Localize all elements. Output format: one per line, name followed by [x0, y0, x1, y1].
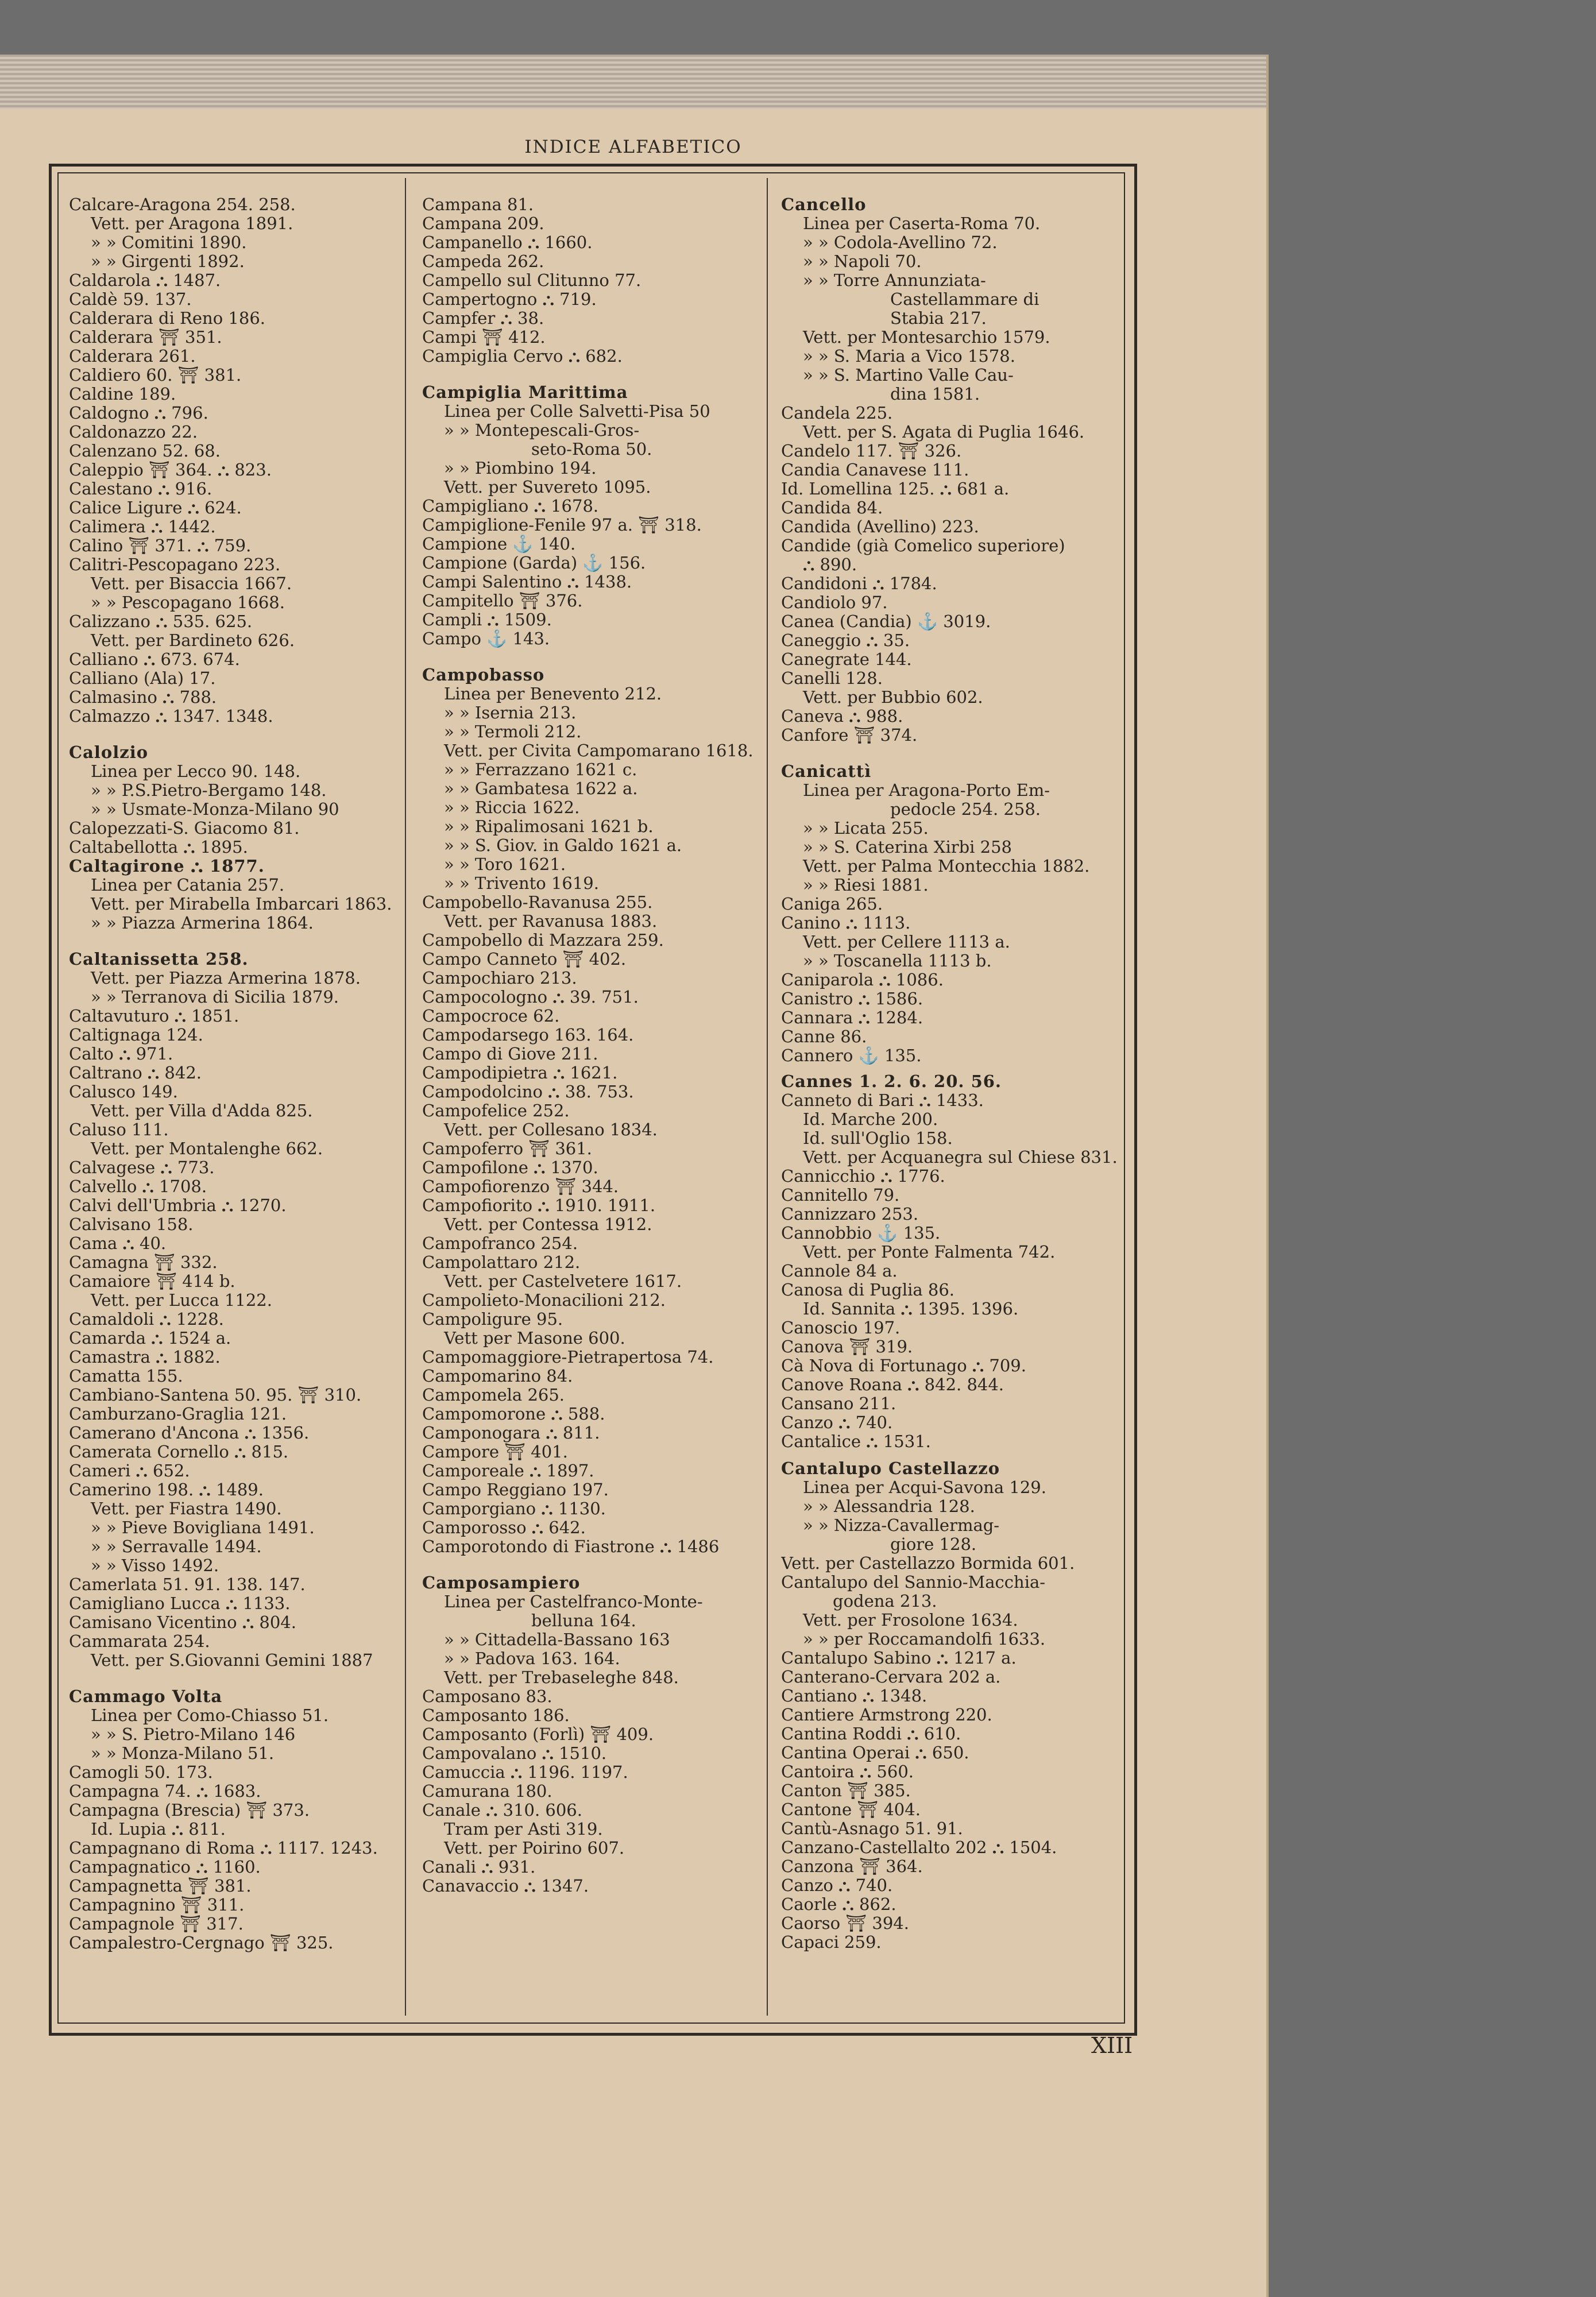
- index-entry: » » Ripalimosani 1621 b.: [444, 817, 654, 836]
- index-entry: Candelo 117. ⛩ 326.: [781, 442, 962, 461]
- index-entry: Caneva ⛬ 988.: [781, 707, 903, 726]
- index-entry: » » Visso 1492.: [91, 1556, 219, 1575]
- index-entry: Cantoira ⛬ 560.: [781, 1762, 914, 1781]
- index-entry: Cameri ⛬ 652.: [69, 1461, 190, 1480]
- index-entry: Campobello di Mazzara 259.: [422, 931, 664, 950]
- index-entry: Candidoni ⛬ 1784.: [781, 574, 937, 593]
- index-entry: ⛬ 890.: [803, 555, 857, 574]
- index-entry: Campodarsego 163. 164.: [422, 1026, 634, 1045]
- index-entry: Canzano-Castellalto 202 ⛬ 1504.: [781, 1838, 1057, 1857]
- index-entry: Campagnole ⛩ 317.: [69, 1915, 244, 1933]
- index-entry: Canzona ⛩ 364.: [781, 1857, 923, 1876]
- index-entry: Campofranco 254.: [422, 1234, 578, 1253]
- index-entry: Linea per Acqui-Savona 129.: [803, 1478, 1046, 1497]
- index-entry: Vett. per Bisaccia 1667.: [91, 574, 292, 593]
- index-entry: Cantalupo Sabino ⛬ 1217 a.: [781, 1649, 1017, 1668]
- index-entry: » » Pieve Bovigliana 1491.: [91, 1518, 315, 1537]
- index-entry: Campi ⛩ 412.: [422, 328, 546, 347]
- index-entry: Id. sull'Oglio 158.: [803, 1129, 953, 1148]
- index-heading: Campobasso: [422, 666, 545, 685]
- index-entry: Cannicchio ⛬ 1776.: [781, 1167, 945, 1186]
- index-entry: Cama ⛬ 40.: [69, 1234, 167, 1253]
- index-entry: Canali ⛬ 931.: [422, 1858, 536, 1877]
- index-entry: » » Riccia 1622.: [444, 798, 580, 817]
- index-entry: Cantiano ⛬ 1348.: [781, 1687, 928, 1706]
- index-entry: » » Toscanella 1113 b.: [803, 952, 992, 970]
- index-entry: Campalestro-Cergnago ⛩ 325.: [69, 1933, 334, 1952]
- index-entry: Id. Marche 200.: [803, 1110, 938, 1129]
- index-entry: » » S. Maria a Vico 1578.: [803, 347, 1015, 366]
- index-entry: Vett. per Suvereto 1095.: [444, 478, 651, 497]
- index-entry: Vett. per Contessa 1912.: [444, 1215, 652, 1234]
- index-entry: Vett. per Mirabella Imbarcari 1863.: [91, 895, 392, 914]
- index-heading: Calolzio: [69, 743, 149, 762]
- index-heading: Canicattì: [781, 762, 872, 781]
- index-entry: Calmazzo ⛬ 1347. 1348.: [69, 707, 273, 726]
- index-entry: » » Cittadella-Bassano 163: [444, 1630, 670, 1649]
- index-entry: Id. Lomellina 125. ⛬ 681 a.: [781, 479, 1010, 498]
- index-entry: Campagna (Brescia) ⛩ 373.: [69, 1801, 310, 1820]
- index-entry: belluna 164.: [531, 1611, 636, 1630]
- index-entry: Camporosso ⛬ 642.: [422, 1518, 586, 1537]
- index-heading: Camposampiero: [422, 1573, 581, 1592]
- index-entry: Caltavuturo ⛬ 1851.: [69, 1007, 239, 1026]
- index-entry: Calliano ⛬ 673. 674.: [69, 650, 240, 669]
- index-entry: Vett. per Castellazzo Bormida 601.: [781, 1554, 1075, 1573]
- index-entry: Camporotondo di Fiastrone ⛬ 1486: [422, 1537, 720, 1556]
- index-entry: Campodipietra ⛬ 1621.: [422, 1064, 618, 1082]
- index-entry: Castellammare di: [890, 290, 1039, 309]
- index-entry: Cantalice ⛬ 1531.: [781, 1432, 931, 1451]
- index-entry: Linea per Catania 257.: [91, 876, 285, 895]
- index-entry: Cantina Roddi ⛬ 610.: [781, 1724, 961, 1743]
- index-entry: Vett. per Ponte Falmenta 742.: [803, 1243, 1056, 1262]
- index-entry: Camuccia ⛬ 1196. 1197.: [422, 1763, 628, 1782]
- index-entry: Campione (Garda) ⚓ 156.: [422, 554, 646, 573]
- index-entry: seto-Roma 50.: [531, 440, 652, 459]
- index-entry: Canoscio 197.: [781, 1318, 901, 1337]
- index-entry: » » S. Caterina Xirbi 258: [803, 838, 1013, 857]
- index-entry: Vett. per Palma Montecchia 1882.: [803, 857, 1090, 876]
- index-entry: Cannitello 79.: [781, 1186, 900, 1205]
- index-column-2: [422, 195, 764, 1896]
- index-entry: Canzo ⛬ 740.: [781, 1413, 893, 1432]
- index-entry: Calitri-Pescopagano 223.: [69, 555, 281, 574]
- index-entry: Candela 225.: [781, 404, 893, 423]
- index-heading: Cancello: [781, 195, 867, 214]
- index-entry: Calvi dell'Umbria ⛬ 1270.: [69, 1196, 287, 1215]
- index-entry: Linea per Lecco 90. 148.: [91, 762, 301, 781]
- index-entry: Calestano ⛬ 916.: [69, 479, 212, 498]
- index-entry: Linea per Castelfranco-Monte-: [444, 1592, 703, 1611]
- index-entry: » » Monza-Milano 51.: [91, 1744, 275, 1763]
- index-entry: Id. Sannita ⛬ 1395. 1396.: [803, 1300, 1019, 1318]
- index-entry: Calusco 149.: [69, 1082, 178, 1101]
- index-entry: Campocroce 62.: [422, 1007, 560, 1026]
- index-entry: Campigliano ⛬ 1678.: [422, 497, 599, 516]
- index-entry: » » Piombino 194.: [444, 459, 597, 478]
- index-entry: Candiolo 97.: [781, 593, 888, 612]
- index-entry: Canterano-Cervara 202 a.: [781, 1668, 1001, 1687]
- column-divider-1: [405, 178, 406, 2016]
- index-entry: Campovalano ⛬ 1510.: [422, 1744, 607, 1763]
- index-entry: Cannero ⚓ 135.: [781, 1046, 922, 1065]
- index-entry: Canneto di Bari ⛬ 1433.: [781, 1091, 984, 1110]
- index-entry: Vett. per Montesarchio 1579.: [803, 328, 1050, 347]
- index-entry: Canino ⛬ 1113.: [781, 914, 911, 933]
- index-entry: Linea per Benevento 212.: [444, 685, 662, 703]
- index-entry: Campo ⚓ 143.: [422, 629, 550, 648]
- index-entry: Candide (già Comelico superiore): [781, 536, 1065, 555]
- index-entry: » » Gambatesa 1622 a.: [444, 779, 638, 798]
- index-entry: Campana 209.: [422, 214, 544, 233]
- index-entry: » » per Roccamandolfi 1633.: [803, 1630, 1046, 1649]
- index-entry: Camaiore ⛩ 414 b.: [69, 1272, 235, 1291]
- index-entry: Camastra ⛬ 1882.: [69, 1348, 221, 1367]
- index-entry: Vett. per Frosolone 1634.: [803, 1611, 1018, 1630]
- index-entry: » » Licata 255.: [803, 819, 929, 838]
- index-heading: Cammago Volta: [69, 1687, 223, 1706]
- index-entry: Caltignaga 124.: [69, 1026, 203, 1045]
- index-entry: » » P.S.Pietro-Bergamo 148.: [91, 781, 327, 800]
- index-entry: Campocologno ⛬ 39. 751.: [422, 988, 639, 1007]
- index-entry: Vett. per S. Agata di Puglia 1646.: [803, 423, 1085, 442]
- index-entry: Vett. per Poirino 607.: [444, 1839, 625, 1858]
- index-entry: Canale ⛬ 310. 606.: [422, 1801, 582, 1820]
- index-entry: » » Serravalle 1494.: [91, 1537, 262, 1556]
- index-entry: Campomaggiore-Pietrapertosa 74.: [422, 1348, 714, 1367]
- index-entry: Caniparola ⛬ 1086.: [781, 970, 944, 989]
- index-entry: Calopezzati-S. Giacomo 81.: [69, 819, 300, 838]
- index-entry: Canove Roana ⛬ 842. 844.: [781, 1375, 1004, 1394]
- index-entry: Vett. per Trebaseleghe 848.: [444, 1668, 679, 1687]
- index-entry: » » S. Pietro-Milano 146: [91, 1725, 296, 1744]
- page-header: INDICE ALFABETICO: [524, 137, 742, 157]
- index-entry: Campo Canneto ⛩ 402.: [422, 950, 627, 969]
- index-entry: Calliano (Ala) 17.: [69, 669, 216, 688]
- index-entry: Camerata Cornello ⛬ 815.: [69, 1443, 289, 1461]
- index-entry: Caniga 265.: [781, 895, 883, 914]
- index-column-3: [781, 195, 1120, 1952]
- index-entry: Cantù-Asnago 51. 91.: [781, 1819, 963, 1838]
- index-entry: Calderara di Reno 186.: [69, 309, 265, 328]
- index-entry: Vett. per Bardineto 626.: [91, 631, 295, 650]
- index-heading: Caltanissetta 258.: [69, 950, 249, 969]
- index-entry: Candida (Avellino) 223.: [781, 517, 979, 536]
- index-entry: Campeda 262.: [422, 252, 544, 271]
- index-entry: Campomarino 84.: [422, 1367, 573, 1386]
- index-entry: » » Piazza Armerina 1864.: [91, 914, 314, 933]
- index-entry: Cambiano-Santena 50. 95. ⛩ 310.: [69, 1386, 362, 1405]
- index-entry: » » Alessandria 128.: [803, 1497, 975, 1516]
- index-entry: Calice Ligure ⛬ 624.: [69, 498, 242, 517]
- index-entry: Calvello ⛬ 1708.: [69, 1177, 207, 1196]
- index-entry: Camposanto 186.: [422, 1706, 570, 1725]
- index-entry: Calino ⛩ 371. ⛬ 759.: [69, 536, 252, 555]
- index-entry: » » Terranova di Sicilia 1879.: [91, 988, 339, 1007]
- index-entry: Cammarata 254.: [69, 1632, 210, 1651]
- index-entry: dina 1581.: [890, 385, 980, 404]
- index-entry: Vett. per Villa d'Adda 825.: [91, 1101, 313, 1120]
- index-entry: Cantalupo del Sannio-Macchia-: [781, 1573, 1046, 1592]
- index-entry: Camponogara ⛬ 811.: [422, 1424, 600, 1443]
- index-entry: Canne 86.: [781, 1027, 867, 1046]
- index-entry: Calcare-Aragona 254. 258.: [69, 195, 296, 214]
- index-entry: Campolieto-Monacilioni 212.: [422, 1291, 666, 1310]
- index-entry: Calderara 261.: [69, 347, 196, 366]
- index-entry: Campochiaro 213.: [422, 969, 577, 988]
- index-entry: Linea per Caserta-Roma 70.: [803, 214, 1041, 233]
- index-entry: Vett. per Collesano 1834.: [444, 1120, 658, 1139]
- index-entry: Vett. per Bubbio 602.: [803, 688, 983, 707]
- index-entry: Campagnetta ⛩ 381.: [69, 1877, 252, 1896]
- index-entry: » » Termoli 212.: [444, 722, 582, 741]
- index-entry: Capaci 259.: [781, 1933, 882, 1952]
- index-entry: Vett. per Fiastra 1490.: [91, 1499, 282, 1518]
- index-entry: Camaldoli ⛬ 1228.: [69, 1310, 224, 1329]
- index-entry: » » Isernia 213.: [444, 703, 577, 722]
- index-entry: Caleppio ⛩ 364. ⛬ 823.: [69, 461, 272, 479]
- index-entry: » » Napoli 70.: [803, 252, 922, 271]
- index-entry: Campfer ⛬ 38.: [422, 309, 544, 328]
- index-entry: Vett. per Lucca 1122.: [91, 1291, 272, 1310]
- index-entry: Vett. per S.Giovanni Gemini 1887: [91, 1651, 373, 1670]
- index-entry: Caldè 59. 137.: [69, 290, 192, 309]
- index-entry: Calto ⛬ 971.: [69, 1045, 173, 1064]
- index-entry: Caluso 111.: [69, 1120, 169, 1139]
- index-entry: giore 128.: [890, 1535, 977, 1554]
- index-entry: » » Torre Annunziata-: [803, 271, 986, 290]
- index-entry: Campomela 265.: [422, 1386, 565, 1405]
- index-entry: Campodolcino ⛬ 38. 753.: [422, 1082, 634, 1101]
- index-entry: Canzo ⛬ 740.: [781, 1876, 893, 1895]
- index-entry: Vett. per Piazza Armerina 1878.: [91, 969, 361, 988]
- index-entry: » » Toro 1621.: [444, 855, 566, 874]
- index-entry: Canova ⛩ 319.: [781, 1337, 913, 1356]
- index-entry: Cannole 84 a.: [781, 1262, 898, 1281]
- index-entry: Tram per Asti 319.: [444, 1820, 603, 1839]
- index-entry: Calderara ⛩ 351.: [69, 328, 222, 347]
- index-entry: Canavaccio ⛬ 1347.: [422, 1877, 589, 1896]
- index-entry: Caltabellotta ⛬ 1895.: [69, 838, 248, 857]
- index-entry: » » Nizza-Cavallermag-: [803, 1516, 1000, 1535]
- index-entry: Canea (Candia) ⚓ 3019.: [781, 612, 991, 631]
- index-entry: Caltrano ⛬ 842.: [69, 1064, 202, 1082]
- index-entry: Calvagese ⛬ 773.: [69, 1158, 215, 1177]
- index-entry: Camburzano-Graglia 121.: [69, 1405, 287, 1424]
- index-entry: Camerlata 51. 91. 138. 147.: [69, 1575, 306, 1594]
- index-entry: Camerino 198. ⛬ 1489.: [69, 1480, 264, 1499]
- index-entry: » » Pescopagano 1668.: [91, 593, 285, 612]
- index-entry: » » S. Giov. in Galdo 1621 a.: [444, 836, 682, 855]
- index-entry: Campitello ⛩ 376.: [422, 591, 583, 610]
- index-entry: » » Riesi 1881.: [803, 876, 929, 895]
- index-entry: Camporeale ⛬ 1897.: [422, 1461, 594, 1480]
- index-entry: Campi Salentino ⛬ 1438.: [422, 573, 632, 591]
- index-entry: Caldonazzo 22.: [69, 423, 198, 442]
- index-entry: Camposano 83.: [422, 1687, 552, 1706]
- index-entry: Linea per Colle Salvetti-Pisa 50: [444, 402, 710, 421]
- index-entry: Canistro ⛬ 1586.: [781, 989, 923, 1008]
- index-entry: Vett. per Ravanusa 1883.: [444, 912, 658, 931]
- index-entry: Canelli 128.: [781, 669, 883, 688]
- index-entry: Calenzano 52. 68.: [69, 442, 221, 461]
- index-entry: » » Padova 163. 164.: [444, 1649, 620, 1668]
- index-heading: Cannes 1. 2. 6. 20. 56.: [781, 1072, 1002, 1091]
- index-entry: Campiglione-Fenile 97 a. ⛩ 318.: [422, 516, 702, 535]
- index-entry: » » Montepescali-Gros-: [444, 421, 640, 440]
- index-entry: » » Trivento 1619.: [444, 874, 599, 893]
- index-entry: Camporgiano ⛬ 1130.: [422, 1499, 606, 1518]
- index-entry: Campli ⛬ 1509.: [422, 610, 552, 629]
- index-entry: » » Ferrazzano 1621 c.: [444, 760, 637, 779]
- index-entry: » » Usmate-Monza-Milano 90: [91, 800, 339, 819]
- index-entry: Camatta 155.: [69, 1367, 183, 1386]
- index-entry: » » Comitini 1890.: [91, 233, 247, 252]
- index-entry: Camurana 180.: [422, 1782, 552, 1801]
- index-heading: Campiglia Marittima: [422, 383, 628, 402]
- index-entry: Canegrate 144.: [781, 650, 912, 669]
- index-entry: godena 213.: [833, 1592, 937, 1611]
- index-entry: Linea per Aragona-Porto Em-: [803, 781, 1050, 800]
- index-entry: Cantina Operai ⛬ 650.: [781, 1743, 969, 1762]
- index-entry: Id. Lupia ⛬ 811.: [91, 1820, 226, 1839]
- index-heading: Caltagirone ⛬ 1877.: [69, 857, 265, 876]
- index-entry: » » Codola-Avellino 72.: [803, 233, 998, 252]
- index-entry: Campore ⛩ 401.: [422, 1443, 568, 1461]
- index-entry: Campo Reggiano 197.: [422, 1480, 609, 1499]
- index-entry: Campofiorito ⛬ 1910. 1911.: [422, 1196, 656, 1215]
- index-entry: Cannizzaro 253.: [781, 1205, 919, 1224]
- index-entry: Campolattaro 212.: [422, 1253, 581, 1272]
- index-heading: Cantalupo Castellazzo: [781, 1459, 1000, 1478]
- index-entry: Camogli 50. 173.: [69, 1763, 213, 1782]
- index-entry: Campofiorenzo ⛩ 344.: [422, 1177, 619, 1196]
- index-entry: Candia Canavese 111.: [781, 461, 969, 479]
- index-entry: Campagna 74. ⛬ 1683.: [69, 1782, 261, 1801]
- index-entry: Campobello-Ravanusa 255.: [422, 893, 653, 912]
- index-entry: Cantone ⛩ 404.: [781, 1800, 921, 1819]
- page-number: XIII: [1091, 2033, 1133, 2058]
- index-entry: Campione ⚓ 140.: [422, 535, 576, 554]
- index-entry: Camagna ⛩ 332.: [69, 1253, 218, 1272]
- index-entry: Cantiere Armstrong 220.: [781, 1706, 992, 1724]
- index-entry: Vett. per Acquanegra sul Chiese 831.: [803, 1148, 1118, 1167]
- index-entry: Vett. per Castelvetere 1617.: [444, 1272, 682, 1291]
- index-entry: Canosa di Puglia 86.: [781, 1281, 954, 1300]
- index-entry: Campello sul Clitunno 77.: [422, 271, 642, 290]
- index-entry: Camposanto (Forlì) ⛩ 409.: [422, 1725, 654, 1744]
- index-entry: Vett. per Cellere 1113 a.: [803, 933, 1010, 952]
- index-entry: Calizzano ⛬ 535. 625.: [69, 612, 253, 631]
- index-entry: Calmasino ⛬ 788.: [69, 688, 217, 707]
- index-entry: Vett. per Montalenghe 662.: [91, 1139, 323, 1158]
- column-divider-2: [767, 178, 768, 2016]
- index-entry: pedocle 254. 258.: [890, 800, 1041, 819]
- index-entry: Campiglia Cervo ⛬ 682.: [422, 347, 623, 366]
- index-entry: Calimera ⛬ 1442.: [69, 517, 216, 536]
- index-entry: Campofilone ⛬ 1370.: [422, 1158, 598, 1177]
- index-entry: Cannobbio ⚓ 135.: [781, 1224, 941, 1243]
- index-entry: Cannara ⛬ 1284.: [781, 1008, 923, 1027]
- index-entry: » » Girgenti 1892.: [91, 252, 245, 271]
- index-entry: Campoligure 95.: [422, 1310, 563, 1329]
- page-edge: [0, 55, 1266, 109]
- index-entry: Caorle ⛬ 862.: [781, 1895, 896, 1914]
- index-entry: Campo di Giove 211.: [422, 1045, 598, 1064]
- index-entry: Vett. per Civita Campomarano 1618.: [444, 741, 753, 760]
- index-entry: Camigliano Lucca ⛬ 1133.: [69, 1594, 291, 1613]
- index-entry: Campertogno ⛬ 719.: [422, 290, 597, 309]
- index-entry: Campanello ⛬ 1660.: [422, 233, 593, 252]
- index-entry: Camarda ⛬ 1524 a.: [69, 1329, 231, 1348]
- index-entry: » » S. Martino Valle Cau-: [803, 366, 1014, 385]
- index-entry: Vett per Masone 600.: [444, 1329, 625, 1348]
- index-entry: Campagnino ⛩ 311.: [69, 1896, 245, 1915]
- index-entry: Campagnano di Roma ⛬ 1117. 1243.: [69, 1839, 378, 1858]
- index-entry: Campagnatico ⛬ 1160.: [69, 1858, 261, 1877]
- index-entry: Campoferro ⛩ 361.: [422, 1139, 592, 1158]
- index-entry: Campofelice 252.: [422, 1101, 570, 1120]
- index-entry: Camerano d'Ancona ⛬ 1356.: [69, 1424, 310, 1443]
- index-entry: Caldarola ⛬ 1487.: [69, 271, 221, 290]
- index-entry: Campomorone ⛬ 588.: [422, 1405, 605, 1424]
- index-entry: Caneggio ⛬ 35.: [781, 631, 910, 650]
- index-entry: Canton ⛩ 385.: [781, 1781, 911, 1800]
- index-entry: Campana 81.: [422, 195, 534, 214]
- index-entry: Canfore ⛩ 374.: [781, 726, 918, 745]
- index-entry: Candida 84.: [781, 498, 883, 517]
- index-entry: Caorso ⛩ 394.: [781, 1914, 909, 1933]
- index-entry: Caldiero 60. ⛩ 381.: [69, 366, 242, 385]
- index-entry: Camisano Vicentino ⛬ 804.: [69, 1613, 296, 1632]
- index-entry: Linea per Como-Chiasso 51.: [91, 1706, 329, 1725]
- index-entry: Stabia 217.: [890, 309, 987, 328]
- index-column-1: [69, 195, 402, 1952]
- index-entry: Calvisano 158.: [69, 1215, 194, 1234]
- index-entry: Cà Nova di Fortunago ⛬ 709.: [781, 1356, 1026, 1375]
- index-entry: Vett. per Aragona 1891.: [91, 214, 293, 233]
- index-entry: Cansano 211.: [781, 1394, 896, 1413]
- index-entry: Caldogno ⛬ 796.: [69, 404, 208, 423]
- index-entry: Caldine 189.: [69, 385, 176, 404]
